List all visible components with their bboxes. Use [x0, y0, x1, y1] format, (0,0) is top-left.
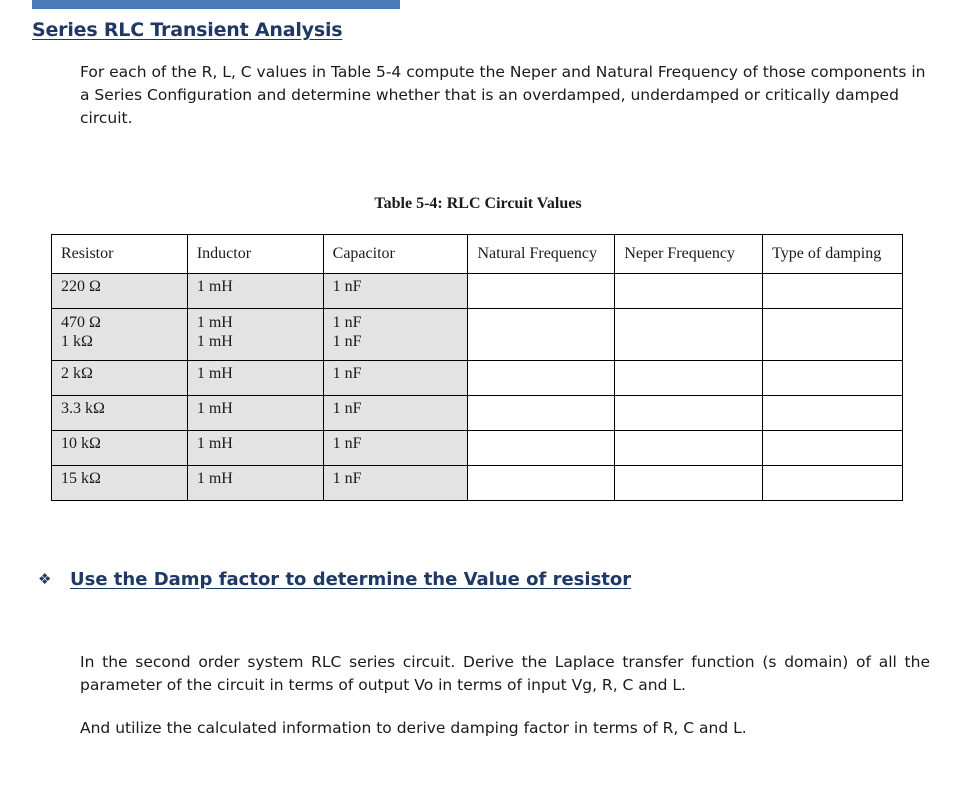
- inductor-cell: 1 mH: [187, 431, 323, 466]
- natural-frequency-cell[interactable]: [468, 396, 615, 431]
- header-capacitor: Capacitor: [323, 235, 468, 274]
- header-type-of-damping: Type of damping: [763, 235, 903, 274]
- neper-frequency-cell[interactable]: [615, 396, 763, 431]
- natural-frequency-cell[interactable]: [468, 309, 615, 361]
- neper-frequency-cell[interactable]: [615, 309, 763, 361]
- resistor-cell: 15 kΩ: [52, 466, 188, 501]
- table-row: [52, 396, 903, 431]
- table-caption: Table 5-4: RLC Circuit Values: [374, 195, 582, 212]
- damping-type-cell[interactable]: [763, 431, 903, 466]
- header-neper-frequency: Neper Frequency: [615, 235, 763, 274]
- resistor-cell: 2 kΩ: [52, 361, 188, 396]
- inductor-cell: 1 mH: [187, 396, 323, 431]
- intro-paragraph: For each of the R, L, C values in Table 5-4 compute the Neper and Natural Frequency of those components in a Series Configuration and determine whether that is an overdamped, underdamped or critically damped circuit.: [80, 63, 926, 127]
- damping-factor-paragraph: And utilize the calculated information to derive damping factor in terms of R, C and L.: [80, 719, 747, 737]
- header-inductor: Inductor: [187, 235, 323, 274]
- damping-type-cell[interactable]: [763, 361, 903, 396]
- inductor-cell: 1 mH: [187, 466, 323, 501]
- neper-frequency-cell[interactable]: [615, 466, 763, 501]
- inductor-cell: 1 mH: [187, 274, 323, 309]
- table-row: [52, 431, 903, 466]
- inductor-cell: 1 mH: [187, 361, 323, 396]
- capacitor-cell: 1 nF 1 nF: [323, 309, 468, 361]
- table-row: [52, 274, 903, 309]
- natural-frequency-cell[interactable]: [468, 466, 615, 501]
- header-resistor: Resistor: [52, 235, 188, 274]
- table-row: [52, 466, 903, 501]
- neper-frequency-cell[interactable]: [615, 274, 763, 309]
- section-heading: Series RLC Transient Analysis: [32, 19, 343, 41]
- capacitor-cell: 1 nF: [323, 274, 468, 309]
- capacitor-cell: 1 nF: [323, 466, 468, 501]
- capacitor-cell: 1 nF: [323, 396, 468, 431]
- damp-factor-heading: Use the Damp factor to determine the Value of resistor: [70, 569, 632, 590]
- resistor-cell: 220 Ω: [52, 274, 188, 309]
- table-row: [52, 361, 903, 396]
- laplace-paragraph: In the second order system RLC series circuit. Derive the Laplace transfer function (s domain) of all the parameter of the circuit in terms of output Vo in terms of input Vg, R, C and L.: [80, 653, 930, 694]
- rlc-values-table: [51, 234, 903, 501]
- natural-frequency-cell[interactable]: [468, 361, 615, 396]
- natural-frequency-cell[interactable]: [468, 431, 615, 466]
- natural-frequency-cell[interactable]: [468, 274, 615, 309]
- table-header-row: [52, 235, 903, 274]
- capacitor-cell: 1 nF: [323, 431, 468, 466]
- damping-type-cell[interactable]: [763, 396, 903, 431]
- damping-type-cell[interactable]: [763, 274, 903, 309]
- capacitor-cell: 1 nF: [323, 361, 468, 396]
- damping-type-cell[interactable]: [763, 466, 903, 501]
- header-natural-frequency: Natural Frequency: [468, 235, 615, 274]
- inductor-cell: 1 mH 1 mH: [187, 309, 323, 361]
- resistor-cell: 470 Ω 1 kΩ: [52, 309, 188, 361]
- table-row: [52, 309, 903, 361]
- damping-type-cell[interactable]: [763, 309, 903, 361]
- neper-frequency-cell[interactable]: [615, 431, 763, 466]
- diamond-bullet-icon: ❖: [38, 571, 52, 588]
- resistor-cell: 3.3 kΩ: [52, 396, 188, 431]
- header-accent-bar: [32, 0, 400, 9]
- neper-frequency-cell[interactable]: [615, 361, 763, 396]
- resistor-cell: 10 kΩ: [52, 431, 188, 466]
